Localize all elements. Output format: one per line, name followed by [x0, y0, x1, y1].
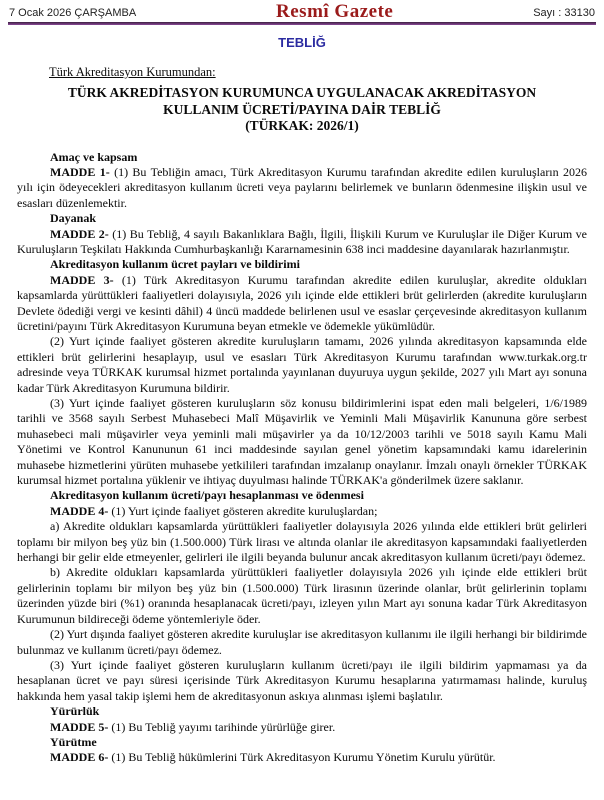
- paragraph-madde-3-3: [17, 396, 587, 488]
- masthead-divider: [8, 22, 596, 25]
- madde-2-lead: MADDE 2-: [50, 226, 109, 241]
- masthead: [0, 0, 604, 21]
- document-body: [0, 150, 604, 766]
- paragraph-madde-3-1: [17, 273, 587, 335]
- section-heading-yururluk: Yürürlük: [50, 704, 100, 719]
- section-heading-ucret-paylari-bildirimi: Akreditasyon kullanım ücret payları ve bildirimi: [50, 257, 300, 272]
- section-heading-hesaplanmasi-odenmesi: Akreditasyon kullanım ücreti/payı hesaplanması ve ödenmesi: [50, 488, 364, 503]
- madde-4-1a-text: a) Akredite oldukları kapsamlarda yürüttükleri faaliyetler dolayısıyla 2026 yılında elde ettikleri brüt gelirleri toplamı bir milyon beş yüz bin (1.500.000) Türk lirası ve altında olanlar ile akreditasyon kapsamındaki faaliyetlerden herhangi bir gelir elde etmeyenler, gelirleri ile ilgili beyanda bulunur ancak akreditasyon kullanım ücreti/payı ödemez.: [17, 519, 587, 565]
- madde-3-lead: MADDE 3-: [50, 272, 114, 287]
- paragraph-madde-4-1b: [17, 565, 587, 627]
- paragraph-madde-6: [17, 750, 587, 765]
- section-heading-yurutme: Yürütme: [50, 734, 97, 749]
- section-label-teblig: TEBLİĞ: [278, 35, 326, 50]
- paragraph-madde-2: [17, 227, 587, 258]
- paragraph-madde-4-1a: [17, 519, 587, 565]
- gazette-title: Resmî Gazete: [276, 1, 394, 22]
- document-title-line-2: KULLANIM ÜCRETİ/PAYINA DAİR TEBLİĞ: [163, 101, 441, 117]
- section-heading-amac-ve-kapsam: Amaç ve kapsam: [50, 149, 138, 164]
- madde-4-lead: MADDE 4-: [50, 503, 109, 518]
- madde-6-text: (1) Bu Tebliğ hükümlerini Türk Akreditasyon Kurumu Yönetim Kurulu yürütür.: [108, 750, 496, 765]
- madde-4-1b-text: b) Akredite oldukları kapsamlarda yürüttükleri faaliyetler dolayısıyla 2026 yılı içinde elde ettikleri brüt gelirlerinin toplamı bir milyon beş yüz bin (1.500.000) Türk lirasının üzerinde olanlar, brüt gelirlerinin toplamı üzerinden yüzde biri (%1) oranında hesaplanacak ücreti/payı, izleyen yılın Mart ayı sonuna kadar Türk Akreditasyon Kurumunun bildireceği ödeme yöntemleriyle öder.: [17, 565, 587, 626]
- section-heading-dayanak: Dayanak: [50, 211, 97, 226]
- gazette-issue-number: Sayı : 33130: [533, 7, 595, 19]
- madde-1-lead: MADDE 1-: [50, 164, 110, 179]
- paragraph-madde-4-3: [17, 658, 587, 704]
- paragraph-madde-3-2: [17, 334, 587, 396]
- madde-5-lead: MADDE 5-: [50, 719, 109, 734]
- madde-4-3-text: (3) Yurt içinde faaliyet gösteren kuruluşların kullanım ücreti/payı ile ilgili bildirim yapmaması ya da hesaplanan ücret ve payı süresi içerisinde Türk Akreditasyon Kurumu hesaplarına yatırmaması halinde, kuruluş hakkında hem yasal takip işlemi hem de akreditasyonun askıya alınması işlemi başlatılır.: [17, 657, 587, 703]
- madde-3-3-text: (3) Yurt içinde faaliyet gösteren kuruluşların söz konusu bildirimlerini ispat eden mali belgeleri, 1/6/1989 tarihli ve 3568 sayılı Serbest Muhasebeci Malî Müşavirlik ve Yeminli Mali Müşavirlik Kanununa göre serbest muhasebeci mali müşavirler veya yeminli mali müşavirler ya da 10/12/2003 tarihli ve 5018 sayılı Kamu Mali Yönetimi ve Kontrol Kanununun 61 inci maddesinde sayılan genel yönetim kapsamındaki kamu idarelerinin muhasebe hizmetlerini yürüten muhasebe yetkilileri tarafından imzalanıp onaylanır. İmzalı onaylı örnekler TÜRKAK kurumsal hizmet portalına yüklenir ve ihtiyaç duyulması halinde TÜRKAK'a gönderilmek üzere saklanır.: [17, 396, 587, 488]
- madde-3-2-text: (2) Yurt içinde faaliyet gösteren akredite kuruluşların tamamı, 2026 yılında akreditasyon kapsamında elde ettikleri brüt gelirlerini hesaplayıp, usul ve esasları Türk Akreditasyon Kurumu tarafından www.turkak.org.tr adresinde veya TÜRKAK kurumsal hizmet portalında yayınlanan duyuruya uygun şekilde, 2027 yılı Mart ayı sonuna kadar Türk Akreditasyon Kurumuna bildirir.: [17, 334, 587, 395]
- gazette-date: 7 Ocak 2026 ÇARŞAMBA: [9, 7, 137, 19]
- paragraph-madde-4-2: [17, 627, 587, 658]
- madde-4-1-text: (1) Yurt içinde faaliyet gösteren akredite kuruluşlardan;: [108, 503, 378, 518]
- madde-6-lead: MADDE 6-: [50, 750, 109, 765]
- document-title: [30, 85, 574, 135]
- madde-2-text: (1) Bu Tebliğ, 4 sayılı Bakanlıklara Bağlı, İlgili, İlişkili Kurum ve Kuruluşlar ile Diğer Kurum ve Kuruluşların Teşkilatı Hakkında Cumhurbaşkanlığı Kararnamesinin 638 inci maddesine dayanılarak hazırlanmıştır.: [17, 226, 587, 256]
- issuing-authority: Türk Akreditasyon Kurumundan:: [49, 65, 216, 79]
- madde-4-2-text: (2) Yurt dışında faaliyet gösteren akredite kuruluşlar ise akreditasyon kullanımı ile ilgili herhangi bir bildirimde bulunmaz ve kullanım ücreti/payı ödemez.: [17, 627, 587, 657]
- madde-5-text: (1) Bu Tebliğ yayımı tarihinde yürürlüğe girer.: [108, 719, 336, 734]
- madde-1-text: (1) Bu Tebliğin amacı, Türk Akreditasyon Kurumu tarafından akredite edilen kuruluşların 2026 yılı için ödeyecekleri akreditasyon kullanım ücreti veya paylarını belirlemek ve bunların ödenmesine ilişkin usul ve esasları düzenlemektir.: [17, 164, 588, 210]
- document-title-line-1: TÜRK AKREDİTASYON KURUMUNCA UYGULANACAK AKREDİTASYON: [67, 85, 537, 100]
- paragraph-madde-5: [17, 720, 587, 735]
- paragraph-madde-1: [17, 165, 587, 211]
- document-title-line-3: (TÜRKAK: 2026/1): [245, 118, 359, 133]
- madde-3-1-text: (1) Türk Akreditasyon Kurumu tarafından akredite edilen kuruluşlar, akredite oldukları kapsamlarda yürüttükleri faaliyetleri dolayısıyla, 2026 yılı içinde elde ettikleri brüt gelirlerden (akredite kuruluşların Devlete ödediği vergi ve kesinti dâhil) 4 üncü maddede belirlenen usul ve esaslar çerçevesinde akreditasyon kullanım ücretini/payını Türk Akreditasyon Kurumuna beyan etmekle ve ödemekle yükümlüdür.: [17, 272, 587, 333]
- paragraph-madde-4-1: [17, 504, 587, 519]
